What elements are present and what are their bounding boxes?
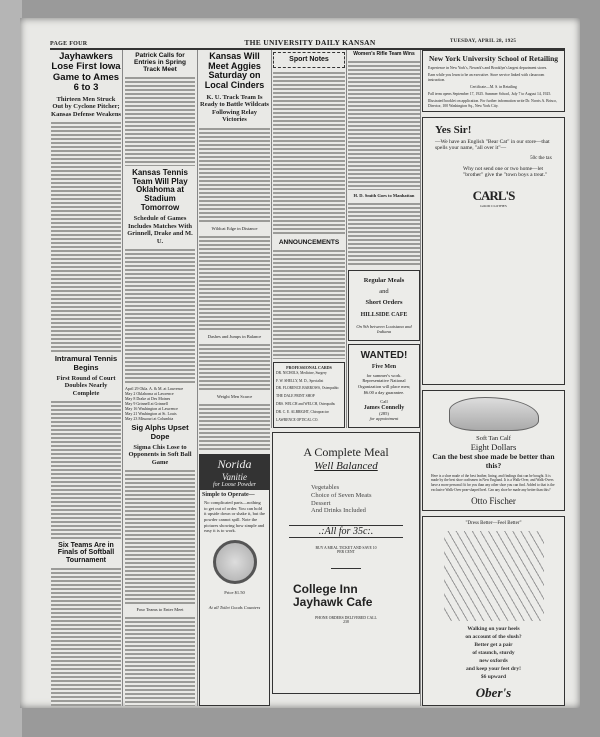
obers-ad: "Dress Better—Feel Better" Walking on your heels on account of the slush? Better get a pair of staunch, sturdy new oxfords and keep your feet dry! $6 upward Ober's — [422, 516, 565, 706]
headline-sigalph: Sig Alphs Upset Dope — [131, 423, 189, 441]
headline-rifle: Women's Rifle Team Wins — [353, 51, 415, 57]
otto-fischer-ad: Soft Tan Calf Eight Dollars Can the best shoe made be better than this? Here is a shoe made of the best leather, lining, and findings that can be bought. It is made by the best shoe craftsmen in New England. It is a Walk-Over, and Walk-Overs have a more personal fit for you than any other shoe you can find. Added to that is the exclusive Walk-Over pear-shaped heel. Can any shoe be made any better than this? Otto Fischer — [422, 390, 565, 512]
subhead-iowa: Thirteen Men Struck Out by Cyclone Pitcher; Kansas Defense Weakens — [51, 96, 121, 118]
hillside-cafe-ad: Regular Meals and Short Orders HILLSIDE CAFE On 9th between Louisiana and Indiana — [348, 270, 420, 341]
article-body — [273, 71, 345, 236]
column-5 — [348, 52, 420, 428]
headline-announcements: ANNOUNCEMENTS — [278, 238, 340, 246]
article-body — [51, 121, 121, 352]
ads-column — [422, 50, 565, 706]
headline-intramural: Intramural Tennis Begins — [54, 354, 118, 372]
paper-name: THE UNIVERSITY DAILY KANSAN — [244, 38, 376, 47]
article-body — [199, 343, 270, 391]
headline-aggies: Kansas Will Meet Aggies Saturday on Local Cinders — [204, 51, 265, 91]
article-body — [199, 235, 270, 331]
man-in-rain-illustration — [444, 531, 544, 621]
headline-track: Patrick Calls for Entries in Spring Track Meet — [133, 52, 186, 74]
article-body — [125, 616, 195, 706]
page-label: PAGE FOUR — [50, 41, 88, 47]
compact-icon — [213, 540, 257, 584]
minor-head: Wildcat Edge in Distance — [211, 226, 258, 232]
subhead-aggies: K. U. Track Team Is Ready to Battle Wildcats Following Relay Victories — [200, 93, 269, 124]
article-body — [273, 249, 345, 359]
article-body — [348, 202, 420, 267]
headline-iowa: Jayhawkers Lose First Iowa Game to Ames 6 to 3 — [51, 51, 121, 93]
column-2 — [125, 52, 195, 706]
article-body — [125, 248, 195, 383]
article-body — [125, 469, 195, 604]
carls-ad: Yes Sir! —We have an English "Bear Cat" in our store—that spells your name, "all over it"— 50c the tax Why not send one or two home—let "brother" give the "town boys a treat." CARL'S GOOD CLOTHES — [422, 117, 565, 384]
shoe-illustration — [449, 397, 539, 431]
tennis-schedule: April 29 Okla. A. & M. at Lawrence May 2 Oklahoma at Lawrence May 8 Drake at Des Moines May 9 Grinnell at Grinnell May 16 Washington at Lawrence May 21 Washington at St. Louis May 23 Missouri at Columbia — [125, 386, 184, 422]
article-body — [51, 400, 121, 539]
minor-head: Weight Men Scarce — [216, 394, 253, 400]
article-body — [199, 127, 270, 223]
article-body — [51, 567, 121, 706]
nyu-ad: New York University School of Retailing Experience in New York's, Newark's and Brooklyn's largest department stores. Earn while you learn to be an executive. Store service linked with classroom instruction. Certificate—M. S. in Retailing Fall term opens September 17, 1925. Summer School, July 7 to August 14, 1925. Illustrated booklet on application. For further information write Dr. Norris A. Brisco, Director, 100 Washington Sq., New York City. — [422, 50, 565, 112]
minor-head: Dashes and Jumps in Balance — [207, 334, 262, 340]
issue-date: TUESDAY, APRIL 28, 1925 — [450, 39, 517, 44]
subhead-sigalph: Sigma Chis Lose to Opponents in Soft Ball Game — [128, 443, 192, 466]
column-3 — [199, 52, 270, 706]
obers-logo: Ober's — [475, 685, 512, 700]
article-body — [125, 76, 195, 166]
column-4 — [273, 52, 345, 428]
professional-cards: PROFESSIONAL CARDS DR. NICHOLS, Medicine, Surgery F. W. SHELLY, M. D., Specialist DR. FLORENCE BARROWS, Osteopathic THE DALE PRINT SHOP DRS. WELCH and WELCH, Osteopaths DR. C. E. ALBRIGHT, Chiropractor LAWRENCE OPTICAL CO. — [273, 362, 345, 428]
headline-sport-notes: Sport Notes — [273, 52, 345, 68]
article-body — [199, 403, 270, 451]
subhead-intramural: First Round of Court Doubles Nearly Complete — [56, 374, 116, 397]
minor-head: Four Teams to Enter Meet — [136, 607, 184, 613]
newspaper-page — [20, 18, 580, 708]
subhead-tennis: Schedule of Games Includes Matches With Grinnell, Drake and M. U. — [127, 215, 193, 245]
college-inn-ad: A Complete Meal Well Balanced Vegetables Choice of Seven Meats Dessert And Drinks Included .:All for 35c:. BUY A MEAL TICKET AND SAVE 10 PER CENT College Inn Jayhawk Cafe PHONE ORDERS DELIVERED CALL 238 — [272, 432, 420, 694]
norida-ad: Norida Vanitie for Loose Powder Simple to Operate— No complicated parts—nothing to get out of order. You can hold it upside down or shake it, but the powder cannot spill. Note the pictures showing how simple and easy it is to work. Price $1.50 At all Toilet Goods Counters — [199, 454, 270, 706]
headline-softball: Six Teams Are in Finals of Softball Tournament — [57, 541, 115, 564]
wanted-ad: WANTED! Five Men for summer's work. Representative National Organization will place men; $6.00 a day guarantee. Call James Connelly (285) for appointment — [348, 344, 420, 428]
scan-edge — [0, 0, 22, 737]
column-1 — [51, 52, 121, 706]
article-body — [348, 60, 420, 190]
headline-tennis: Kansas Tennis Team Will Play Oklahoma at Stadium Tomorrow — [132, 168, 188, 212]
carls-logo: CARL'S — [472, 188, 515, 204]
headline-smith: H. D. Smith Goes to Manhattan — [353, 193, 415, 199]
